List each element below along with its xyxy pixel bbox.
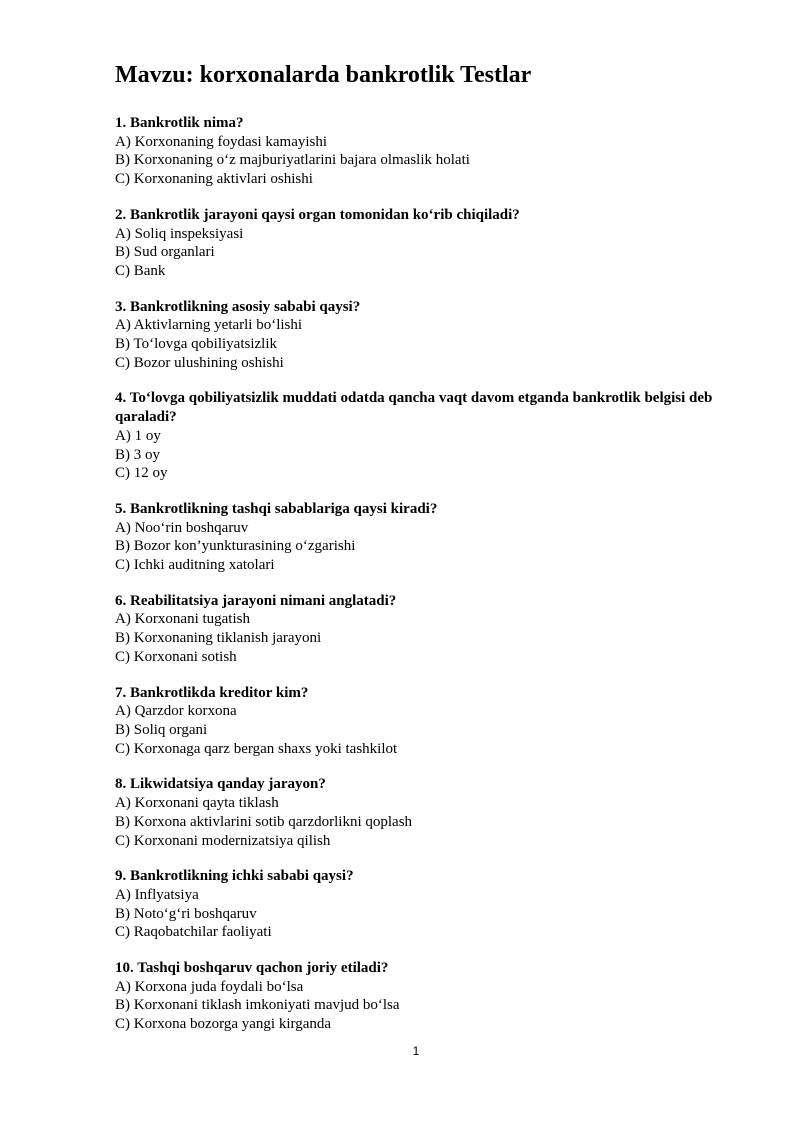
answer-option-c: C) Korxonaning aktivlari oshishi	[115, 171, 313, 188]
answer-option-b: B) Soliq organi	[115, 721, 208, 738]
question-text: 7. Bankrotlikda kreditor kim?	[115, 684, 309, 701]
answer-option-a: A) Korxonani tugatish	[115, 611, 250, 628]
question-text: 1. Bankrotlik nima?	[115, 115, 244, 131]
question-2	[115, 206, 715, 281]
question-1	[115, 114, 715, 189]
page-number: 1	[412, 1044, 420, 1058]
answer-option-a: A) Noo‘rin boshqaruv	[115, 519, 249, 536]
answer-option-c: C) Korxona bozorga yangi kirganda	[115, 1016, 332, 1033]
question-10	[115, 959, 715, 1034]
answer-option-b: B) Korxonaning tiklanish jarayoni	[115, 630, 322, 647]
answer-option-a: A) Korxonaning foydasi kamayishi	[115, 133, 328, 150]
answer-option-a: A) Korxonani qayta tiklash	[115, 795, 279, 812]
answer-option-a: A) 1 oy	[115, 427, 161, 444]
question-6	[115, 592, 715, 667]
question-text: 6. Reabilitatsiya jarayoni nimani anglatadi?	[115, 592, 397, 609]
answer-option-c: C) Bank	[115, 262, 166, 279]
answer-option-b: B) To‘lovga qobiliyatsizlik	[115, 336, 277, 353]
answer-option-c: C) 12 oy	[115, 465, 168, 482]
answer-option-a: A) Inflyatsiya	[115, 886, 199, 903]
question-text: 2. Bankrotlik jarayoni qaysi organ tomonidan ko‘rib chiqiladi?	[115, 206, 520, 223]
question-3	[115, 298, 715, 373]
answer-option-c: C) Korxonani modernizatsiya qilish	[115, 832, 331, 849]
question-text: 9. Bankrotlikning ichki sababi qaysi?	[115, 868, 354, 885]
answer-option-b: B) 3 oy	[115, 446, 160, 463]
answer-option-c: C) Ichki auditning xatolari	[115, 557, 275, 574]
question-text: 3. Bankrotlikning asosiy sababi qaysi?	[115, 298, 361, 315]
question-text: 8. Likwidatsiya qanday jarayon?	[115, 776, 326, 793]
answer-option-b: B) Noto‘g‘ri boshqaruv	[115, 905, 257, 922]
question-text: 4. To‘lovga qobiliyatsizlik muddati odatda qancha vaqt davom etganda bankrotlik belgisi deb qaraladi?	[115, 390, 713, 426]
answer-option-a: A) Qarzdor korxona	[115, 703, 237, 720]
question-7	[115, 684, 715, 759]
question-text: 5. Bankrotlikning tashqi sabablariga qaysi kiradi?	[115, 500, 438, 517]
answer-option-c: C) Korxonaga qarz bergan shaxs yoki tashkilot	[115, 740, 398, 757]
answer-option-a: A) Aktivlarning yetarli bo‘lishi	[115, 317, 303, 334]
answer-option-b: B) Korxonani tiklash imkoniyati mavjud bo‘lsa	[115, 997, 400, 1014]
question-5	[115, 500, 715, 575]
question-4	[115, 389, 715, 483]
answer-option-c: C) Raqobatchilar faoliyati	[115, 924, 272, 941]
answer-option-a: A) Soliq inspeksiyasi	[115, 225, 244, 242]
answer-option-b: B) Sud organlari	[115, 244, 215, 261]
answer-option-b: B) Korxonaning o‘z majburiyatlarini bajara olmaslik holati	[115, 152, 470, 169]
question-9	[115, 867, 715, 942]
document-page	[115, 60, 715, 1051]
answer-option-b: B) Korxona aktivlarini sotib qarzdorlikni qoplash	[115, 813, 413, 830]
answer-option-b: B) Bozor kon’yunkturasining o‘zgarishi	[115, 538, 356, 555]
question-text: 10. Tashqi boshqaruv qachon joriy etiladi?	[115, 960, 389, 977]
answer-option-c: C) Korxonani sotish	[115, 648, 237, 665]
answer-option-a: A) Korxona juda foydali bo‘lsa	[115, 978, 304, 995]
answer-option-c: C) Bozor ulushining oshishi	[115, 354, 284, 371]
question-8	[115, 775, 715, 850]
document-title: Mavzu: korxonalarda bankrotlik Testlar	[115, 62, 532, 88]
